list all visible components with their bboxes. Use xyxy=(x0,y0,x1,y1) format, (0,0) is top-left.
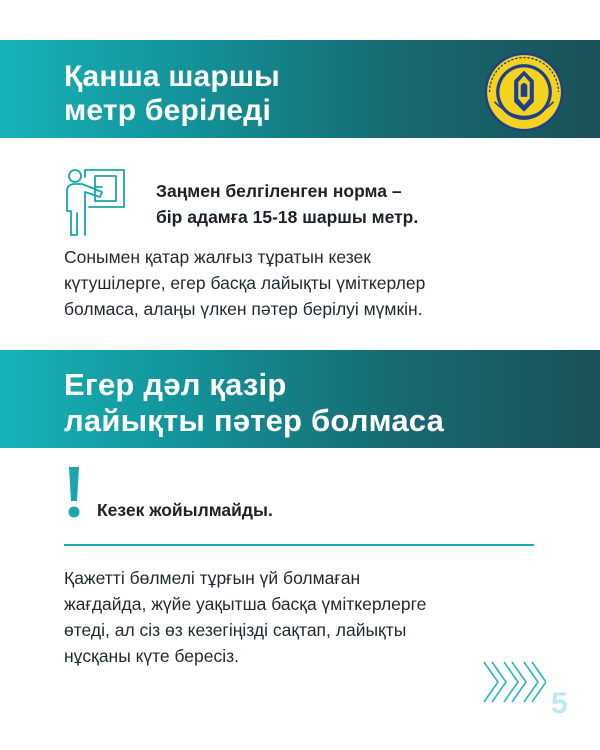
norm-statement xyxy=(156,178,418,230)
paragraph-2-line3: өтеді, ал сіз өз кезегіңізді сақтап, лайықты xyxy=(64,620,407,640)
paragraph-2-line4: нұсқаны күте бересіз. xyxy=(64,646,240,666)
page-number: 5 xyxy=(551,687,568,720)
presentation-teacher-icon xyxy=(62,167,130,237)
section-1-paragraph xyxy=(64,244,564,322)
paragraph-2-line2: жағдайда, жүйе уақытша басқа үміткерлерге xyxy=(64,594,427,614)
section-title-1-line2: метр беріледі xyxy=(64,94,272,127)
section-title-2-line1: Егер дәл қазір xyxy=(64,367,287,402)
paragraph-1-line3: болмаса, алаңы үлкен пәтер берілуі мүмкін. xyxy=(64,299,423,319)
norm-line-1: Заңмен белгіленген норма – xyxy=(156,181,402,201)
chevron-arrows-icon xyxy=(482,660,546,704)
paragraph-2-line1: Қажетті бөлмелі тұрғын үй болмаған xyxy=(64,568,361,588)
section-2-paragraph xyxy=(64,565,564,669)
divider xyxy=(64,544,534,546)
section-title-2 xyxy=(64,367,444,439)
queue-statement: Кезек жойылмайды. xyxy=(97,500,273,520)
section-title-1 xyxy=(64,60,280,128)
section-title-2-line2: лайықты пәтер болмаса xyxy=(64,403,445,438)
city-emblem-icon xyxy=(483,51,565,133)
section-title-1-line1: Қанша шаршы xyxy=(64,60,280,93)
norm-line-2: бір адамға 15-18 шаршы метр. xyxy=(156,207,419,227)
paragraph-1-line2: күтушілерге, егер басқа лайықты үміткерлер xyxy=(64,273,426,293)
paragraph-1-line1: Сонымен қатар жалғыз тұратын кезек xyxy=(64,247,371,267)
exclamation-icon xyxy=(66,467,82,519)
section-banner-2 xyxy=(0,350,600,448)
